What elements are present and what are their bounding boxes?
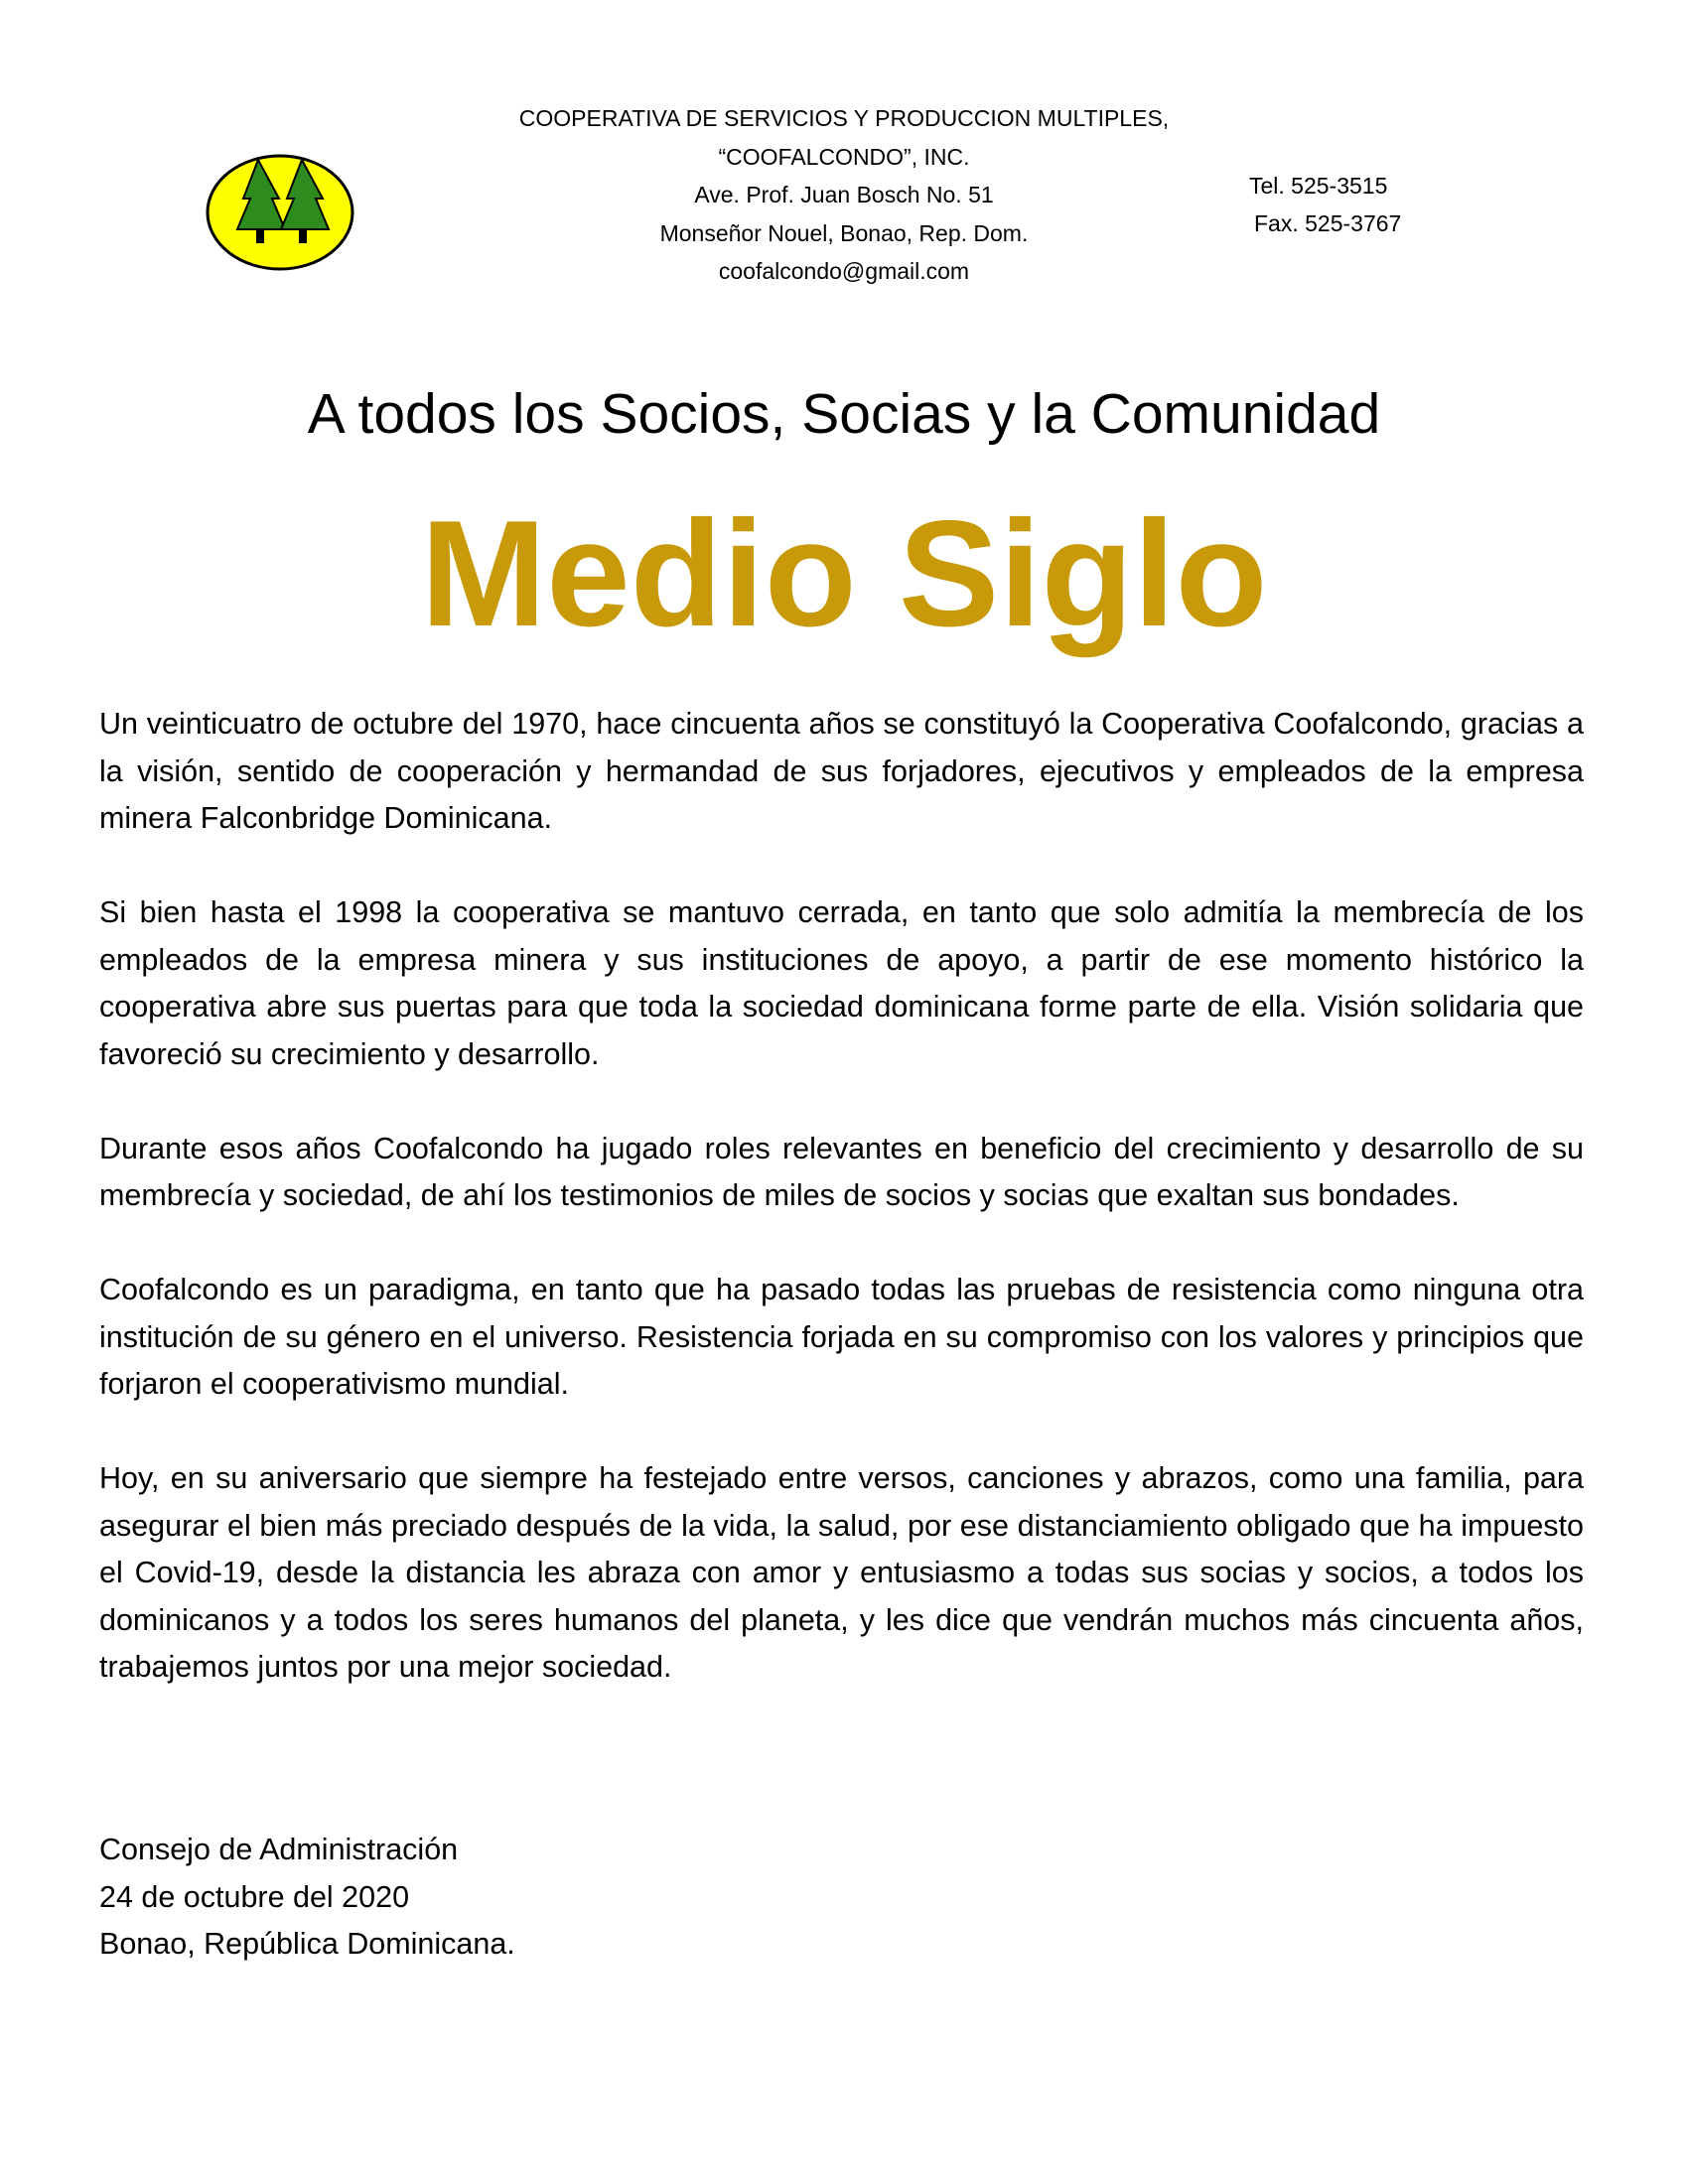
phone-number: Tel. 525-3515 <box>1249 173 1388 199</box>
email-address: coofalcondo@gmail.com <box>718 258 970 284</box>
address-city: Monseñor Nouel, Bonao, Rep. Dom. <box>659 219 1029 246</box>
signature-block <box>99 1827 993 1969</box>
headline: Medio Siglo <box>420 489 1268 658</box>
paragraph: Hoy, en su aniversario que siempre ha festejado entre versos, canciones y abrazos, como una familia, para asegurar el bien más preciado después de la vida, la salud, por ese distanciamiento obligado que ha impuesto el Covid-19, desde la distancia les abraza con amor y entusiasmo a todas sus socias y socios, a todos los dominicanos y a todos los seres humanos del planeta, y les dice que vendrán muchos más cincuenta años, trabajemos juntos por una mejor sociedad. <box>99 1461 1584 1684</box>
paragraph: Durante esos años Coofalcondo ha jugado roles relevantes en beneficio del crecimiento y desarrollo de su membrecía y sociedad, de ahí los testimonios de miles de socios y socias que exaltan sus bondades. <box>99 1131 1584 1212</box>
signer: Consejo de Administración <box>99 1833 459 1866</box>
contact-block <box>1221 167 1440 242</box>
organization-short-name: “COOFALCONDO”, INC. <box>718 143 970 170</box>
address-street: Ave. Prof. Juan Bosch No. 51 <box>694 182 994 207</box>
paragraph: Un veinticuatro de octubre del 1970, hace cincuenta años se constituyó la Cooperativa Coofalcondo, gracias a la visión, sentido de cooperación y hermandad de sus forjadores, ejecutivos y empleados de la empresa minera Falconbridge Dominicana. <box>99 707 1584 835</box>
fax-number: Fax. 525-3767 <box>1254 210 1402 236</box>
place: Bonao, República Dominicana. <box>99 1927 515 1961</box>
pine-trees-logo-icon <box>206 154 354 271</box>
letter-body <box>99 701 1584 1738</box>
salutation: A todos los Socios, Socias y la Comunidad <box>307 382 1381 446</box>
paragraph: Si bien hasta el 1998 la cooperativa se mantuvo cerrada, en tanto que solo admitía la membrecía de los empleados de la empresa minera y sus instituciones de apoyo, a partir de ese momento histórico la cooperativa abre sus puertas para que toda la sociedad dominicana forme parte de ella. Visión solidaria que favoreció su crecimiento y desarrollo. <box>99 895 1584 1071</box>
paragraph: Coofalcondo es un paradigma, en tanto que ha pasado todas las pruebas de resistencia como ninguna otra institución de su género en el universo. Resistencia forjada en su compromiso con los valores y principios que forjaron el cooperativismo mundial. <box>99 1273 1584 1401</box>
date: 24 de octubre del 2020 <box>99 1879 410 1914</box>
letterhead <box>417 99 1271 291</box>
cooperative-logo <box>206 154 354 271</box>
organization-name: COOPERATIVA DE SERVICIOS Y PRODUCCION MULTIPLES, <box>518 105 1170 131</box>
